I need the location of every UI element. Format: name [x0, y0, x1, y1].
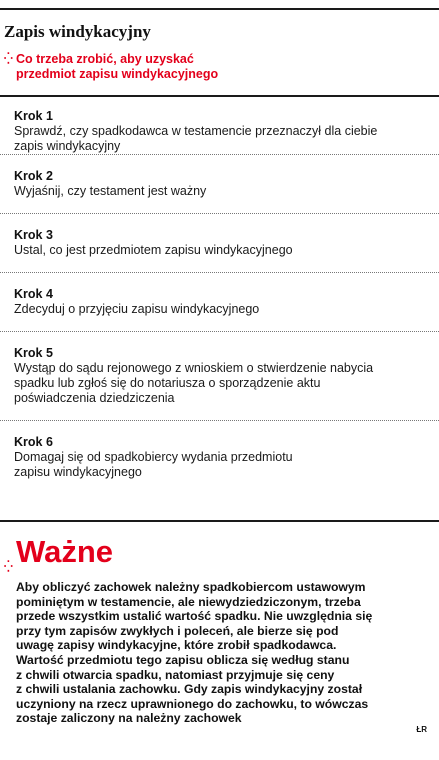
bottom-rule — [0, 520, 439, 522]
subtitle — [4, 52, 414, 82]
subtitle-text: Co trzeba zrobić, aby uzyskać przedmiot zapisu windykacyjnego — [16, 52, 219, 81]
step-2 — [0, 155, 439, 213]
step-text: Zdecyduj o przyjęciu zapisu windykacyjnego — [14, 302, 260, 316]
step-text: Sprawdź, czy spadkodawca w testamencie przeznaczył dla ciebie zapis windykacyjny — [14, 124, 378, 153]
step-6 — [0, 421, 439, 483]
bullet-dots-icon: ⁛ — [4, 53, 13, 65]
step-text: Ustal, co jest przedmiotem zapisu windykacyjnego — [14, 243, 293, 257]
step-label: Krok 2 — [14, 169, 53, 183]
top-rule — [0, 8, 439, 10]
step-text: Domagaj się od spadkobiercy wydania przedmiotu zapisu windykacyjnego — [14, 450, 293, 479]
step-label: Krok 4 — [14, 287, 53, 301]
step-1 — [0, 106, 439, 154]
step-5 — [0, 332, 439, 420]
step-label: Krok 6 — [14, 435, 53, 449]
step-text: Wyjaśnij, czy testament jest ważny — [14, 184, 207, 198]
steps-list — [0, 106, 439, 483]
important-text: Aby obliczyć zachowek należny spadkobiercom ustawowym pominiętym w testamencie, ale niewydziedziczonym, trzeba przede wszystkim ustalić wartość spadku. Nie uwzględnia się przy tym zapisów zwykłych i poleceń, ale bierze się pod uwagę zapisy windykacyjne, które zrobił spadkodawca. Wartość przedmiotu tego zapisu oblicza się według stanu z chwili otwarcia spadku, natomiast przyjmuje się ceny z chwili ustalania zachowku. Gdy zapis windykacyjny został uczyniony na rzecz uprawnionego do zachowku, to wówczas zostaje zaliczony na należny zachowek — [16, 580, 373, 726]
important-heading: Ważne — [16, 534, 114, 569]
step-3 — [0, 214, 439, 272]
author-credit: ŁR — [416, 725, 427, 734]
bullet-dots-icon: ⁛ — [4, 561, 13, 573]
section-rule — [0, 95, 439, 97]
page-title: Zapis windykacyjny — [4, 22, 151, 41]
step-text: Wystąp do sądu rejonowego z wnioskiem o stwierdzenie nabycia spadku lub zgłoś się do notariusza o sporządzenie aktu poświadczenia dziedziczenia — [14, 361, 374, 405]
step-label: Krok 5 — [14, 346, 53, 360]
step-4 — [0, 273, 439, 331]
step-label: Krok 3 — [14, 228, 53, 242]
step-label: Krok 1 — [14, 109, 53, 123]
